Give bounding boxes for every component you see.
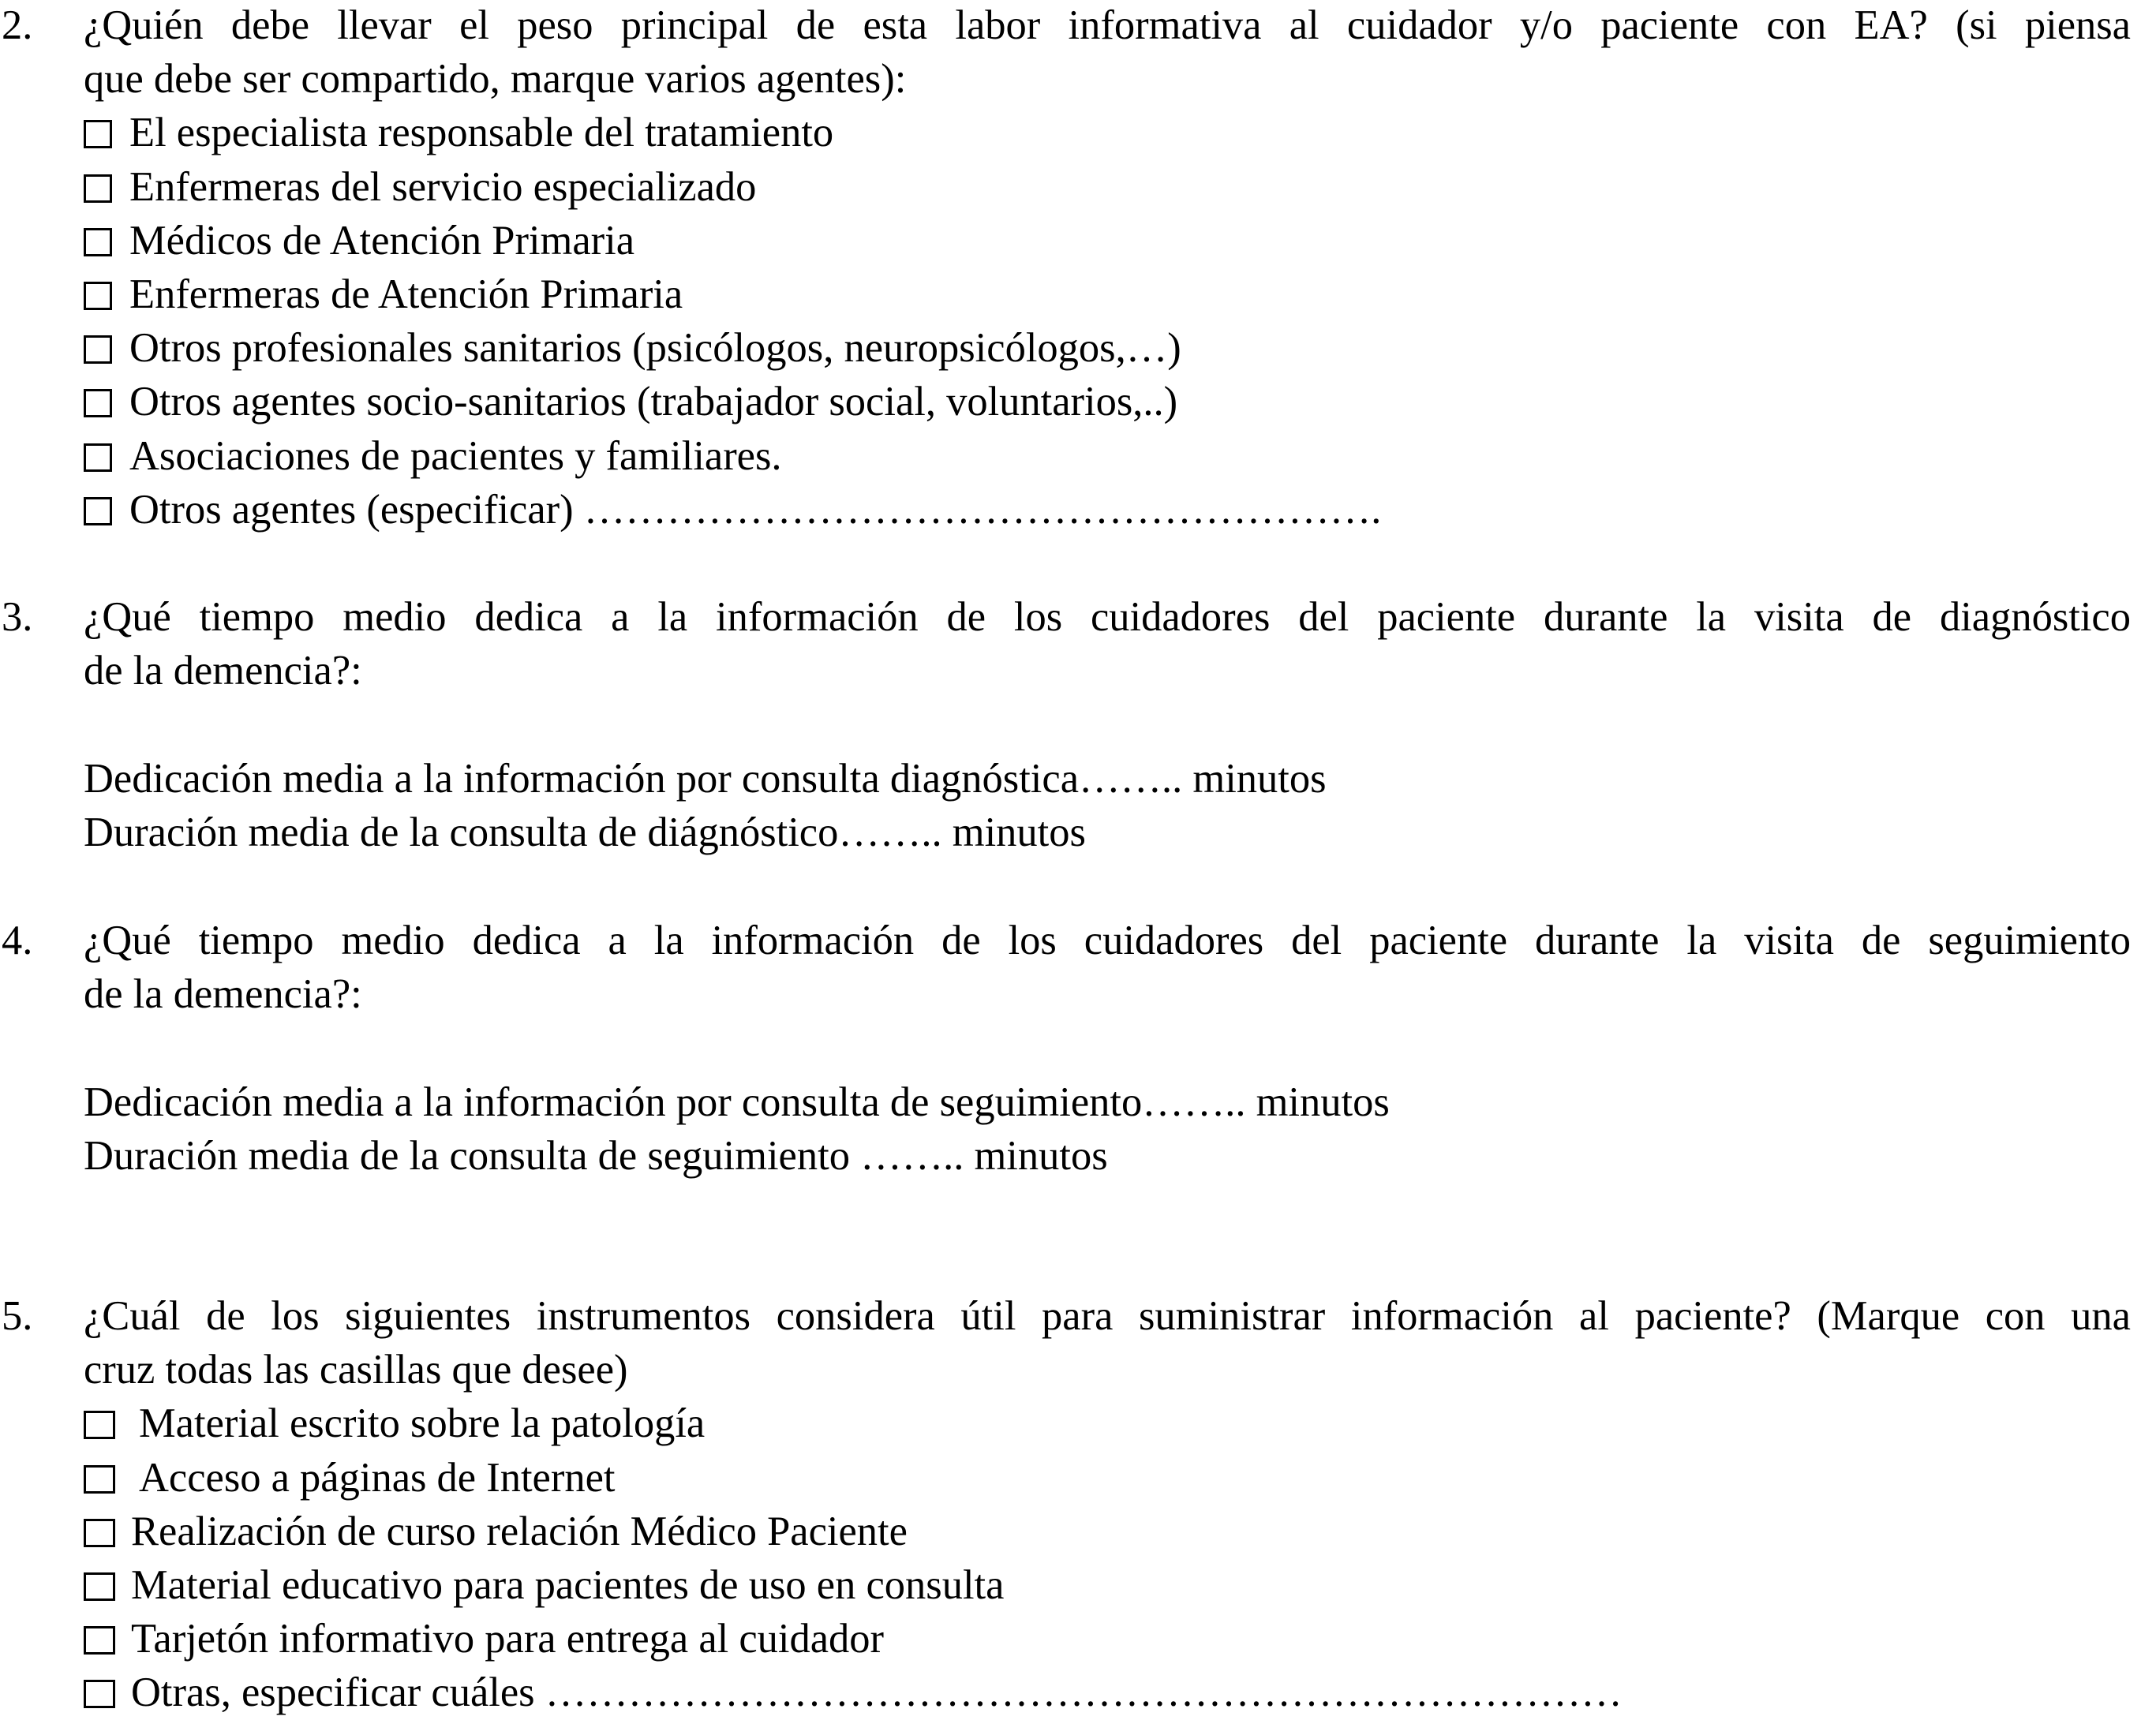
checkbox[interactable] <box>84 389 112 417</box>
option-item[interactable] <box>0 106 2156 159</box>
question-text-line2: que debe ser compartido, marque varios agentes): <box>84 56 907 103</box>
option-item[interactable] <box>0 1505 2156 1558</box>
option-item[interactable] <box>0 1451 2156 1505</box>
option-label: El especialista responsable del tratamiento <box>129 110 834 156</box>
question-2 <box>0 0 2156 537</box>
checkbox[interactable] <box>84 1465 115 1494</box>
option-label: Realización de curso relación Médico Paciente <box>131 1508 908 1554</box>
question-number: 2. <box>2 2 33 48</box>
checkbox[interactable] <box>84 120 112 148</box>
question-4 <box>0 914 2156 1183</box>
option-item[interactable] <box>0 1612 2156 1666</box>
checkbox[interactable] <box>84 1626 115 1655</box>
checkbox[interactable] <box>84 174 112 203</box>
checkbox[interactable] <box>84 282 112 310</box>
question-text-line1: ¿Cuál de los siguientes instrumentos considera útil para suministrar información al paciente? (Marque con una <box>84 1293 2131 1339</box>
question-text-line2: de la demencia?: <box>84 971 362 1018</box>
question-text-line1: ¿Qué tiempo medio dedica a la información de los cuidadores del paciente durante la visita de seguimiento <box>84 918 2131 963</box>
checkbox[interactable] <box>84 1411 115 1439</box>
option-label: Enfermeras del servicio especializado <box>129 163 757 210</box>
option-item[interactable] <box>0 483 2156 537</box>
option-label: Otros profesionales sanitarios (psicólogos, neuropsicólogos,…) <box>129 325 1181 372</box>
checkbox[interactable] <box>84 497 112 525</box>
question-text-line1: ¿Quién debe llevar el peso principal de esta labor informativa al cuidador y/o paciente con EA? (si piensa <box>84 2 2131 48</box>
option-label: Otros agentes socio-sanitarios (trabajador social, voluntarios,..) <box>129 379 1178 425</box>
option-item[interactable] <box>0 160 2156 214</box>
option-item[interactable] <box>0 321 2156 375</box>
question-3 <box>0 590 2156 859</box>
option-label: Acceso a páginas de Internet <box>139 1454 616 1501</box>
option-label: Tarjetón informativo para entrega al cuidador <box>131 1616 885 1662</box>
option-label: Otras, especificar cuáles …………………………………………………………………… <box>131 1670 1623 1716</box>
option-label: Enfermeras de Atención Primaria <box>129 271 683 317</box>
option-item[interactable] <box>0 1397 2156 1450</box>
option-label: Médicos de Atención Primaria <box>129 217 635 264</box>
duration-field[interactable]: Dedicación media a la información por consulta diagnóstica…….. minutos <box>84 755 1327 802</box>
option-item[interactable] <box>0 267 2156 321</box>
option-item[interactable] <box>0 214 2156 267</box>
duration-field[interactable]: Dedicación media a la información por consulta de seguimiento…….. minutos <box>84 1079 1390 1125</box>
option-item[interactable] <box>0 1666 2156 1719</box>
checkbox[interactable] <box>84 335 112 364</box>
checkbox[interactable] <box>84 1572 115 1601</box>
option-label: Asociaciones de pacientes y familiares. <box>129 432 782 479</box>
option-label: Material educativo para pacientes de uso en consulta <box>131 1561 1005 1608</box>
checkbox[interactable] <box>84 1680 115 1708</box>
question-number: 3. <box>2 594 33 640</box>
option-label: Otros agentes (especificar) …………………………………………………. <box>129 486 1382 533</box>
option-item[interactable] <box>0 429 2156 483</box>
checkbox[interactable] <box>84 228 112 256</box>
question-text-line2: de la demencia?: <box>84 648 362 694</box>
option-item[interactable] <box>0 1558 2156 1612</box>
checkbox[interactable] <box>84 1519 115 1547</box>
question-text-line1: ¿Qué tiempo medio dedica a la información de los cuidadores del paciente durante la visita de diagnóstico <box>84 594 2131 640</box>
duration-field[interactable]: Duración media de la consulta de diágnóstico…….. minutos <box>84 809 1086 855</box>
option-item[interactable] <box>0 375 2156 428</box>
option-label: Material escrito sobre la patología <box>139 1400 706 1447</box>
checkbox[interactable] <box>84 443 112 472</box>
question-5 <box>0 1289 2156 1720</box>
question-number: 4. <box>2 918 33 963</box>
question-text-line2: cruz todas las casillas que desee) <box>84 1347 628 1393</box>
question-number: 5. <box>2 1293 33 1339</box>
duration-field[interactable]: Duración media de la consulta de seguimiento …….. minutos <box>84 1132 1108 1179</box>
